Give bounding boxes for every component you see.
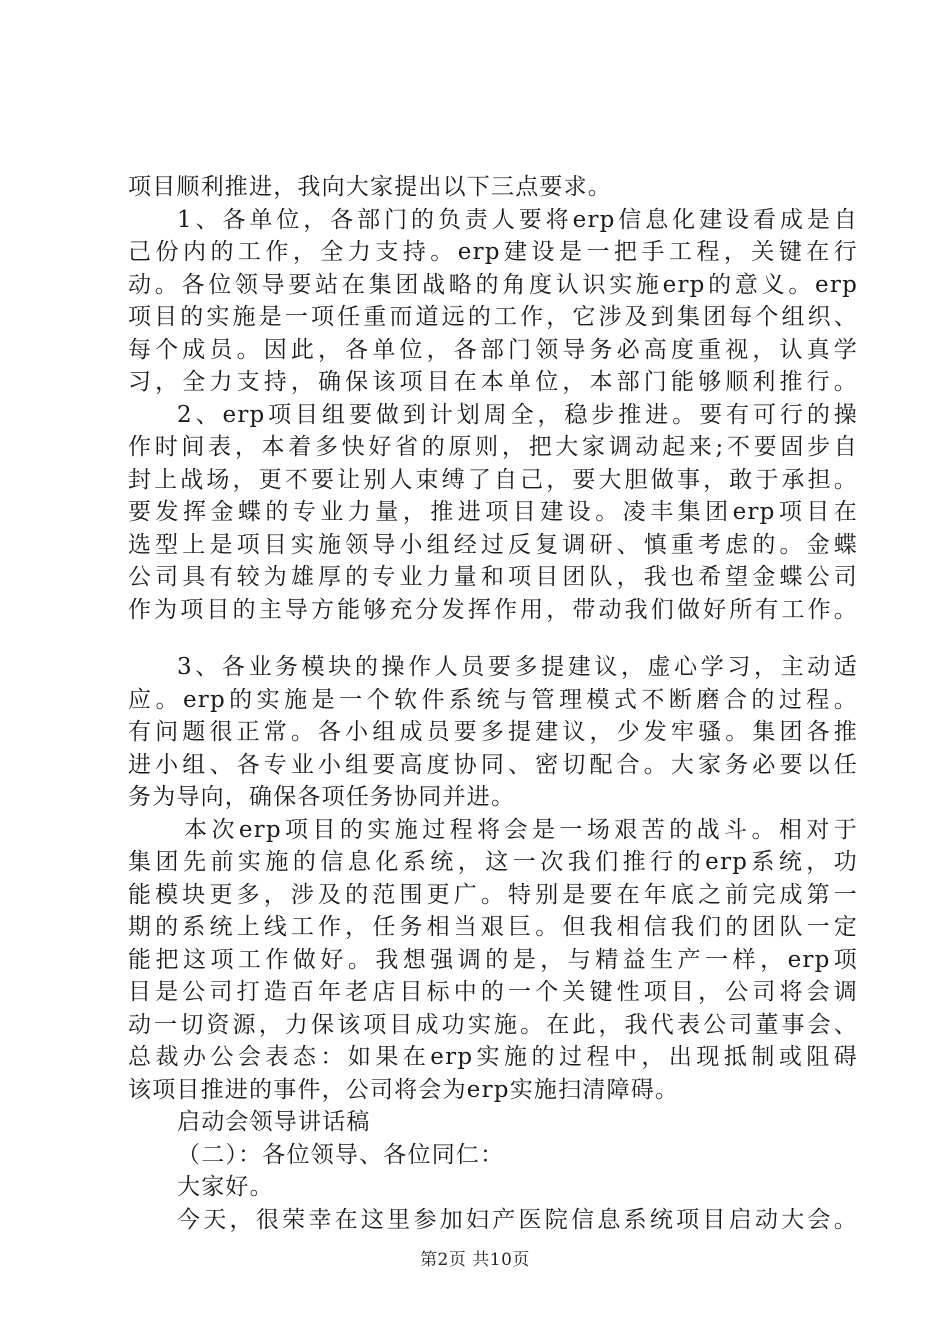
text-line: 动。各位领导要站在集团战略的角度认识实施erp的意义。erp xyxy=(128,271,858,298)
text-line: 目是公司打造百年老店目标中的一个关键性项目，公司将会调 xyxy=(128,979,858,1005)
greeting-line: 大家好。 xyxy=(177,1174,274,1200)
section-heading: 启动会领导讲话稿 xyxy=(177,1109,371,1135)
text-line: 该项目推进的事件，公司将会为erp实施扫清障碍。 xyxy=(128,1076,680,1103)
paragraph-gap xyxy=(128,626,858,651)
text-line: 选型上是项目实施领导小组经过反复调研、慎重考虑的。金蝶 xyxy=(128,531,858,558)
text-line: 项目顺利推进，我向大家提出以下三点要求。 xyxy=(128,174,612,200)
document-body xyxy=(128,171,858,1236)
text-line: 公司具有较为雄厚的专业力量和项目团队，我也希望金蝶公司 xyxy=(128,564,858,590)
text-line: 项目的实施是一项任重而道远的工作，它涉及到集团每个组织、 xyxy=(128,304,858,330)
text-line: 进小组、各专业小组要高度协同、密切配合。大家务必要以任 xyxy=(128,751,858,778)
text-line: 期的系统上线工作，任务相当艰巨。但我相信我们的团队一定 xyxy=(128,914,858,940)
text-line: 总裁办公会表态：如果在erp实施的过程中，出现抵制或阻碍 xyxy=(128,1044,858,1070)
text-line: 有问题很正常。各小组成员要多提建议，少发牢骚。集团各推 xyxy=(128,719,858,745)
text-line: 要发挥金蝶的专业力量，推进项目建设。凌丰集团erp项目在 xyxy=(128,499,858,525)
text-line: 作时间表，本着多快好省的原则，把大家调动起来;不要固步自 xyxy=(128,434,858,460)
page-number-footer: 第2页 共10页 xyxy=(420,1250,530,1270)
text-line: 动一切资源，力保该项目成功实施。在此，我代表公司董事会、 xyxy=(128,1011,858,1038)
text-line: 本次erp项目的实施过程将会是一场艰苦的战斗。相对于 xyxy=(184,816,858,843)
text-line: 今天，很荣幸在这里参加妇产医院信息系统项目启动大会。 xyxy=(177,1206,858,1233)
text-line: 封上战场，更不要让别人束缚了自己，要大胆做事，敢于承担。 xyxy=(128,466,858,493)
text-line: 2、erp项目组要做到计划周全，稳步推进。要有可行的操 xyxy=(177,401,858,428)
text-line: 3、各业务模块的操作人员要多提建议，虚心学习，主动适 xyxy=(177,654,858,680)
text-line: 习，全力支持，确保该项目在本单位，本部门能够顺利推行。 xyxy=(128,369,858,395)
text-line: 能把这项工作做好。我想强调的是，与精益生产一样，erp项 xyxy=(128,946,858,973)
text-line: 作为项目的主导方能够充分发挥作用，带动我们做好所有工作。 xyxy=(128,596,858,623)
text-line: 己份内的工作，全力支持。erp建设是一把手工程，关键在行 xyxy=(128,239,858,265)
salutation-line: （二）：各位领导、各位同仁： xyxy=(177,1141,505,1168)
text-line: 每个成员。因此，各单位，各部门领导务必高度重视，认真学 xyxy=(128,336,858,363)
text-line: 应。erp的实施是一个软件系统与管理模式不断磨合的过程。 xyxy=(128,686,858,713)
text-line: 务为导向，确保各项任务协同并进。 xyxy=(128,784,516,810)
text-line: 1、各单位，各部门的负责人要将erp信息化建设看成是自 xyxy=(177,206,858,233)
text-line: 集团先前实施的信息化系统，这一次我们推行的erp系统，功 xyxy=(128,849,858,875)
text-line: 能模块更多，涉及的范围更广。特别是要在年底之前完成第一 xyxy=(128,881,858,908)
